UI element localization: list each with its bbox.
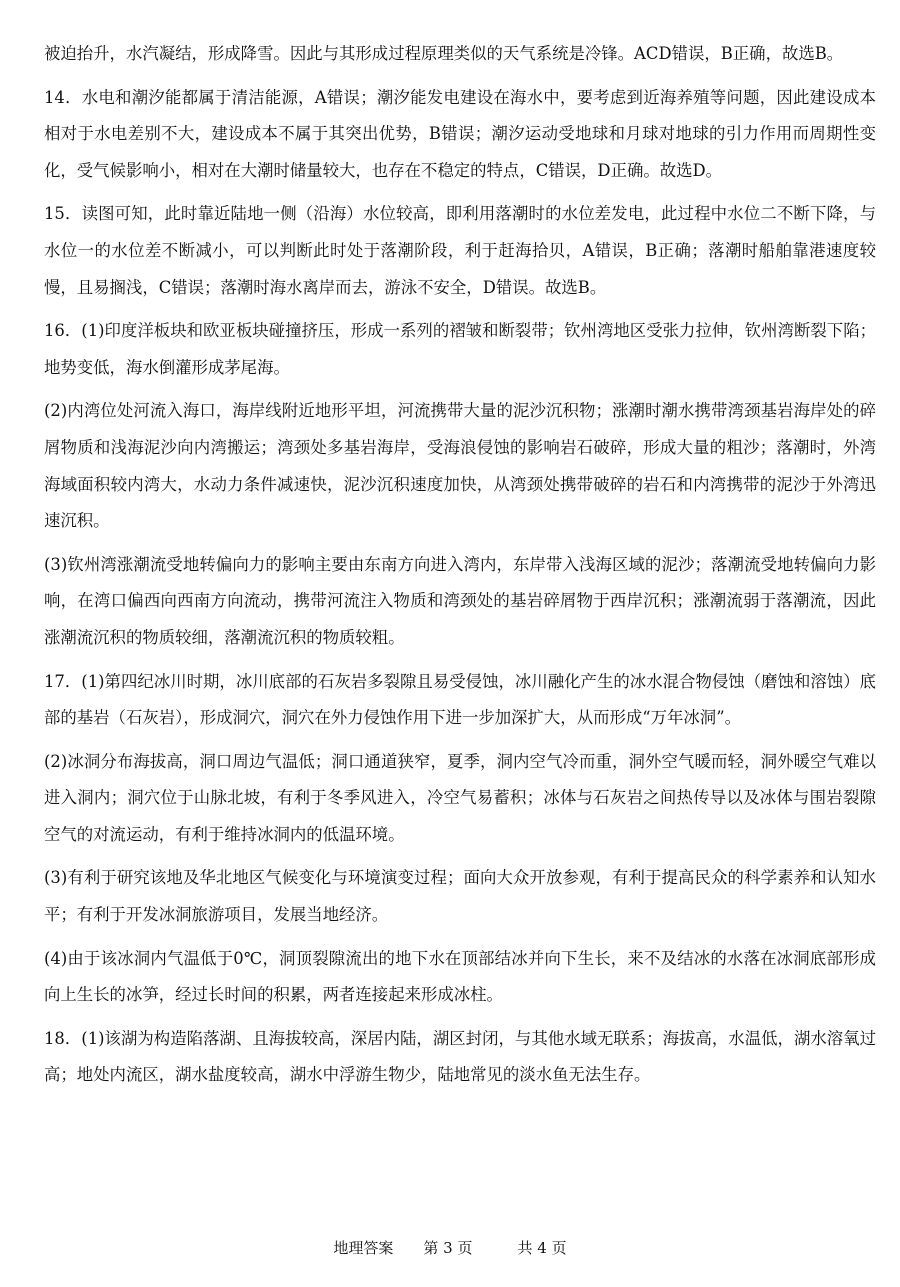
- paragraph-q13-continued: 被迫抬升，水汽凝结，形成降雪。因此与其形成过程原理类似的天气系统是冷锋。ACD错误，B正确，故选B。: [44, 44, 844, 63]
- page-footer: 地理答案 第 3 页 共 4 页: [333, 1239, 567, 1257]
- paragraph-q18-part1: 18．(1)该湖为构造陷落湖、且海拔较高，深居内陆，湖区封闭，与其他水域无联系；海拔高，水温低，湖水溶氧过高；地处内流区，湖水盐度较高，湖水中浮游生物少，陆地常见的淡水鱼无法生存。: [44, 1028, 876, 1085]
- paragraph-q15: 15．读图可知，此时靠近陆地一侧（沿海）水位较高，即利用落潮时的水位差发电，此过程中水位二不断下降，与水位一的水位差不断减小，可以判断此时处于落潮阶段，利于赶海拾贝，A错误，B正确；落潮时船舶靠港速度较慢，且易搁浅，C错误；落潮时海水离岸而去，游泳不安全，D错误。故选B。: [44, 204, 876, 297]
- paragraph-q16-part3: (3)钦州湾涨潮流受地转偏向力的影响主要由东南方向进入湾内，东岸带入浅海区域的泥沙；落潮流受地转偏向力影响，在湾口偏西向西南方向流动，携带河流注入物质和湾颈处的基岩碎屑物于西岸沉积；涨潮流弱于落潮流，因此涨潮流沉积的物质较细，落潮流沉积的物质较粗。: [44, 554, 876, 647]
- paragraph-q16-part2: (2)内湾位处河流入海口，海岸线附近地形平坦，河流携带大量的泥沙沉积物；涨潮时潮水携带湾颈基岩海岸处的碎屑物质和浅海泥沙向内湾搬运；湾颈处多基岩海岸，受海浪侵蚀的影响岩石破碎，形成大量的粗沙；落潮时，外湾海域面积较内湾大，水动力条件减速快，泥沙沉积速度加快，从湾颈处携带破碎的岩石和内湾携带的泥沙于外湾迅速沉积。: [44, 401, 876, 531]
- paragraph-q17-part1: 17．(1)第四纪冰川时期，冰川底部的石灰岩多裂隙且易受侵蚀，冰川融化产生的冰水混合物侵蚀（磨蚀和溶蚀）底部的基岩（石灰岩），形成洞穴，洞穴在外力侵蚀作用下进一步加深扩大，从而形成“万年冰洞”。: [44, 671, 876, 728]
- paragraph-q14: 14．水电和潮汐能都属于清洁能源，A错误；潮汐能发电建设在海水中，要考虑到近海养殖等问题，因此建设成本相对于水电差别不大，建设成本不属于其突出优势，B错误；潮汐运动受地球和月球对地球的引力作用而周期性变化，受气候影响小，相对在大潮时储量较大，也存在不稳定的特点，C错误，D正确。故选D。: [44, 87, 876, 180]
- paragraph-q17-part3: (3)有利于研究该地及华北地区气候变化与环境演变过程；面向大众开放参观，有利于提高民众的科学素养和认知水平；有利于开发冰洞旅游项目，发展当地经济。: [44, 868, 876, 925]
- paragraph-q17-part2: (2)冰洞分布海拔高，洞口周边气温低；洞口通道狭窄，夏季，洞内空气冷而重，洞外空气暖而轻，洞外暖空气难以进入洞内；洞穴位于山脉北坡，有利于冬季风进入，冷空气易蓄积；冰体与石灰岩之间热传导以及冰体与围岩裂隙空气的对流运动，有利于维持冰洞内的低温环境。: [44, 751, 876, 844]
- answer-page-body: [44, 36, 876, 1101]
- paragraph-q16-part1: 16．(1)印度洋板块和欧亚板块碰撞挤压，形成一系列的褶皱和断裂带；钦州湾地区受张力拉伸，钦州湾断裂下陷；地势变低，海水倒灌形成茅尾海。: [44, 321, 876, 377]
- paragraph-q17-part4: (4)由于该冰洞内气温低于0℃，洞顶裂隙流出的地下水在顶部结冰并向下生长，来不及结冰的水落在冰洞底部形成向上生长的冰笋，经过长时间的积累，两者连接起来形成冰柱。: [44, 948, 876, 1005]
